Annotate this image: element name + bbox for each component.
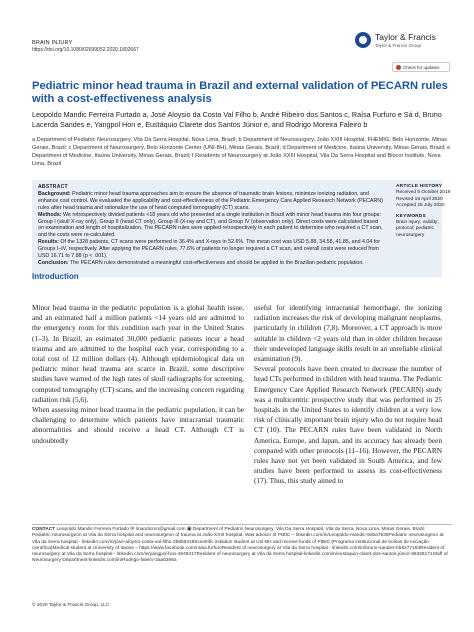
revised-date: Revised 18 April 2020 bbox=[396, 196, 443, 202]
doi-link[interactable]: https://doi.org/10.1080/02699052.2020.1802667 bbox=[32, 47, 139, 53]
methods-label: Methods: bbox=[38, 211, 62, 218]
abstract-results: Of the 1328 patients, CT scans were performed in 36.4% and X-rays in 52.6%. The mean cost was USD 5.88, 34.58, 41.85, and 4.04 for Groups I–IV, respectively. After applying the PECARN rules, 77.6% of patients no longer required a CT scan, and overall costs were reduced from USD 16.71 to 7.88 (p < .001). bbox=[38, 239, 380, 260]
contact-info: Leopoldo Mandic Ferreira Furtado ✉ lmandicnm@gmail.com ▣ Department of Pediatric Neurosurgery, Vila Da Serra Hospital, Vila da Serra, Nova Lima, Minas Gerais, Brazil bbox=[56, 527, 425, 532]
author-notes: Pediatric neurosurgeon at Vila da Serra hospital and neurosurgeon of trauma at João XXIII hospital. Was advisor of PIBIC – linkedin.com/in/Leopoldo-mandic-92ba7935Pediatric neurosurgeon at Vila da Serra hospital - linkedin.com/in/jose-aloysio-costa-val-filho-2b8b6319Scientific initiation student at Uni-BH and receive funds of PIBIC (Programa institucional de bolsas de iniciação científica)Medical student at University of Itaúna – https://www.facebook.com/raisa.furfuroResident of neurosurgery at Vila da Serra hospital - linkedin.com/in/bruno-sandes-b58277163Resident of neurosurgery at Vila da Serra hospital - linkedin.com/in/yangpol-hon-4949417Resident of neurosurgery at Vila da Serra hospital-linkedin.com/in/eustaquio-claret-dos-santos-júnior-86328171Staff of Neurosurgery Department-linkedin.com/in/Rodrigo-faleiro-3aa0266a bbox=[32, 533, 448, 564]
body-column-right: useful for identifying intracranial hemorrhage, the ionizing radiation increases the risk of developing malignant neoplasms, particularly in children (7,8). Moreover, a CT approach is more suitable in children <2 years old than in older children because their undeveloped language skills result in an unreliable clinical examination (9). Several protocols have been created to decrease the number of head CTs performed in children with head trauma. The Pediatric Emergency Care Applied Research Network (PECARN) study was a multicentric prospective study that was performed in 25 hospitals in the United States to identify children at a very low risk of clinically important brain injury who do not require head CT (10). The PECARN rules have been validated in North America, Europe, and Japan, and its accuracy has already been compared with other protocols (11–16). However, the PECARN rules have not yet been validated in South America, and few studies have been performed to assess its cost-effectiveness (17). Thus, this study aimed to bbox=[254, 303, 442, 486]
publisher-subname: Taylor & Francis Group bbox=[375, 43, 422, 48]
abstract-methods: We retrospectively divided patients <18 years old who presented at a single institution in Brazil with minor head trauma into four groups: Group I (skull X-ray only), Group II (head CT only), Group III (X-ray and CT), and Group IV (observation only). Direct costs were calculated based on examination and length of hospitalization. The PECARN rules were applied retrospectively in each patient to determine who required a CT scan, and the costs were re-calculated. bbox=[38, 211, 383, 239]
abstract-conclusion: The PECARN rules demonstrated a meaningful cost-effectiveness and should be applied to the Brazilian pediatric population. bbox=[70, 259, 364, 266]
article-history bbox=[396, 184, 452, 239]
abstract-background: Pediatric minor head trauma approaches aim to ensure the absence of traumatic brain lesions, minimize ionizing radiation, and enhance cost control. We evaluated the applicability and cost-effectiveness of the Pediatric Emergency Care Applied Research Network (PECARN) rules after head trauma and rationalize the use of head computed tomography (CT) scans. bbox=[38, 190, 383, 211]
affiliations: a Department of Pediatric Neurosurgery, Vila Da Serra Hospital, Nova Lima, Brazil; b Department of Neurosurgery, João XXIII Hospital, FHEMIG, Belo Horizonte, Minas Gerais, Brazil; c Department of Neurosurgery, Belo Horizonte Center (UNI-BH), Minas Gerais, Brazil; d Department of Medicine, Itaúna University, Minas Gerais, Brazil; e Department of Medicine, Itaúna University, Minas Gerais, Brazil; f Residents of Neurosurgery at João XXIII Hospital, Vila Da Serra Hospital and Biocor Institute, Nova Lima, Brazil bbox=[32, 137, 451, 167]
publisher-logo-icon bbox=[355, 32, 371, 48]
article-title: Pediatric minor head trauma in Brazil and external validation of PECARN rules with a cost-effectiveness analysis bbox=[32, 80, 448, 105]
results-label: Results: bbox=[38, 239, 59, 246]
footer-divider bbox=[32, 524, 452, 525]
abstract-heading: ABSTRACT bbox=[38, 184, 68, 190]
update-icon bbox=[396, 65, 401, 70]
received-date: Received 5 October 2019 bbox=[396, 190, 451, 196]
contact-label: CONTACT bbox=[32, 527, 56, 532]
author-list: Leopoldo Mandic Ferreira Furtado a, José Aloysio da Costa Val Filho b, André Ribeiro dos Santos c, Raísa Furfuro e Sá d, Bruno Lacerda Sandes e, Yangpol Hon e, Eustáquio Clarete dos Santos Júnior e, and Rodrigo Moreira Faleiro b bbox=[32, 110, 442, 129]
body-column-left: Minor head trauma in the pediatric population is a global health issue, and an estimated half a million patients <14 years old are admitted to the emergency room for this condition each year in the United States (1–3). In Brazil, an estimated 30,000 pediatric patients incur a head trauma and are admitted to the hospital each year, corresponding to a total cost of 12 million dollars (4). Although epidemiological data on pediatric minor head trauma are scarce in Brazil, some descriptive studies have warned of the high rates of skull radiographs for screening, computed tomography (CT) scans, and the increasing concern regarding radiation risk (5,6). When assessing minor head trauma in the pediatric population, it can be challenging to determine which patients have intracranial traumatic abnormalities and should receive a head CT. Although CT is undoubtedly bbox=[32, 303, 244, 445]
publisher-name: Taylor & Francis bbox=[375, 32, 436, 42]
background-label: Background: bbox=[38, 190, 71, 197]
footer-notes bbox=[32, 527, 452, 565]
article-history-heading: ARTICLE HISTORY bbox=[396, 184, 443, 189]
keywords: Brain injury; validity; protocol; pediatric neurosurgery bbox=[396, 220, 439, 238]
journal-name: BRAIN INJURY bbox=[32, 40, 73, 46]
conclusion-label: Conclusion: bbox=[38, 259, 69, 266]
check-updates-button[interactable] bbox=[392, 62, 450, 72]
keywords-heading: KEYWORDS bbox=[396, 213, 426, 219]
abstract-body bbox=[38, 184, 383, 267]
publisher-logo bbox=[355, 30, 450, 54]
check-updates-label: Check for updates bbox=[403, 64, 440, 70]
introduction-heading: Introduction bbox=[32, 272, 79, 281]
accepted-date: Accepted 25 July 2020 bbox=[396, 203, 445, 209]
copyright: © 2020 Taylor & Francis Group, LLC bbox=[32, 603, 110, 608]
